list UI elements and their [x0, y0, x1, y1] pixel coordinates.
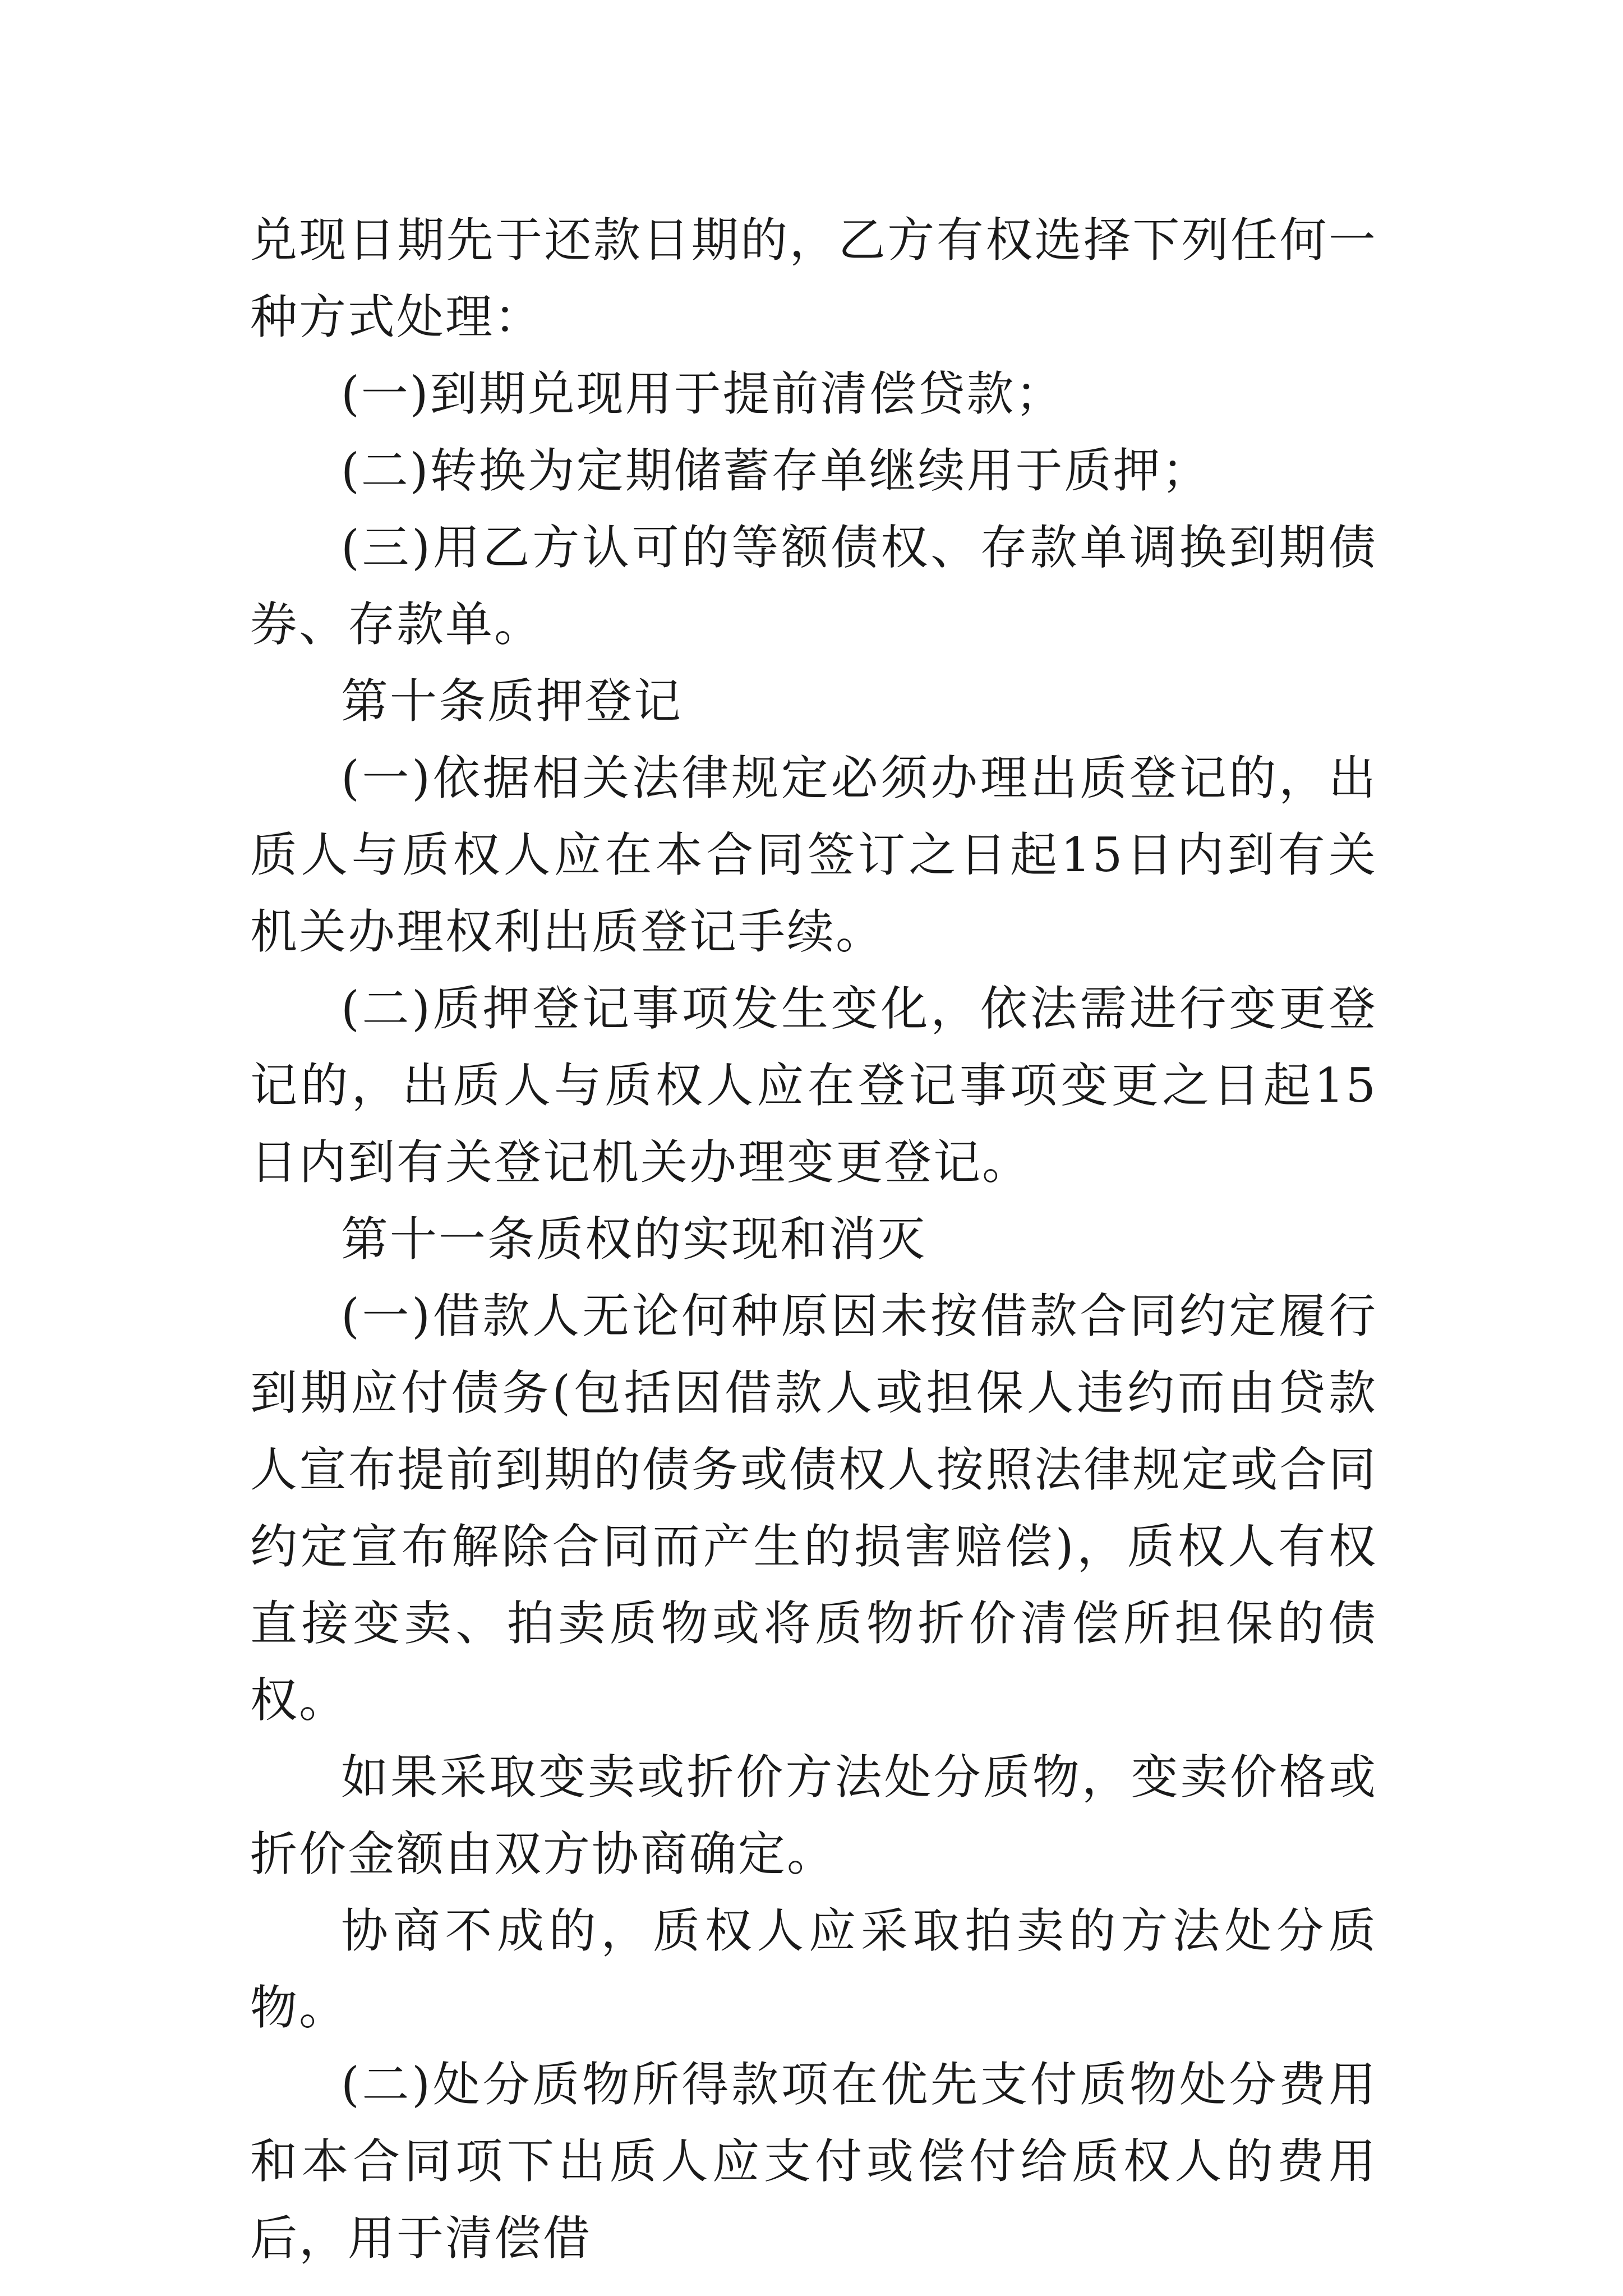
document-body: [250, 202, 1377, 2277]
article-11-heading: 第十一条质权的实现和消灭: [341, 1212, 927, 1267]
paragraph-option-1: (一)到期兑现用于提前清偿贷款；: [341, 366, 1064, 421]
article-10-heading: 第十条质押登记: [341, 674, 683, 729]
article-11-auction: 协商不成的，质权人应采取拍卖的方法处分质物。: [250, 1903, 1377, 2035]
article-10-clause-1: (一)依据相关法律规定必须办理出质登记的，出质人与质权人应在本合同签订之日起15日内到有关机关办理权利出质登记手续。: [250, 751, 1377, 959]
paragraph-redemption-intro: 兑现日期先于还款日期的，乙方有权选择下列任何一种方式处理：: [250, 213, 1377, 344]
article-11-sale-pricing: 如果采取变卖或折价方法处分质物，变卖价格或折价金额由双方协商确定。: [250, 1750, 1377, 1881]
paragraph-option-2: (二)转换为定期储蓄存单继续用于质押；: [341, 443, 1211, 498]
article-10-clause-2: (二)质押登记事项发生变化，依法需进行变更登记的，出质人与质权人应在登记事项变更之日起15日内到有关登记机关办理变更登记。: [250, 981, 1377, 1190]
paragraph-option-3: (三)用乙方认可的等额债权、存款单调换到期债券、存款单。: [250, 520, 1377, 652]
article-11-clause-2: (二)处分质物所得款项在优先支付质物处分费用和本合同项下出质人应支付或偿付给质权人的费用后，用于清偿借: [250, 2057, 1377, 2266]
article-11-clause-1: (一)借款人无论何种原因未按借款合同约定履行到期应付债务(包括因借款人或担保人违约而由贷款人宣布提前到期的债务或债权人按照法律规定或合同约定宣布解除合同而产生的损害赔偿)，质权人有权直接变卖、拍卖质物或将质物折价清偿所担保的债权。: [250, 1289, 1377, 1728]
